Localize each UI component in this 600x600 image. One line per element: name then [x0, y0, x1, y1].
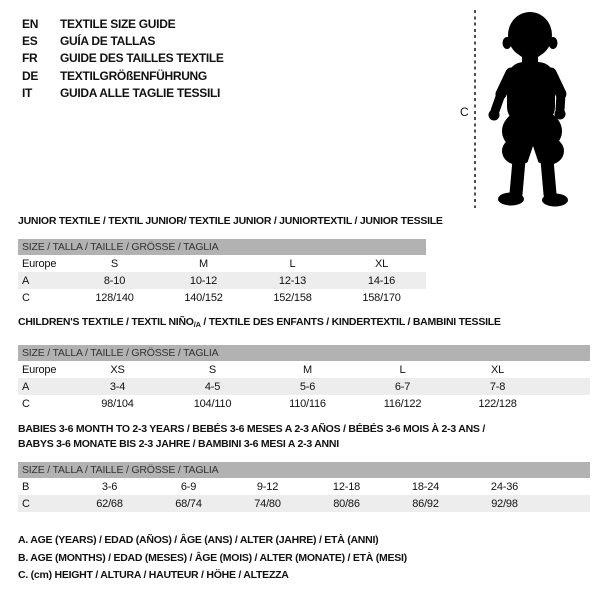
cell: 7-8 [450, 378, 545, 395]
table-row-europe [18, 255, 426, 272]
spacer-cell [544, 495, 590, 512]
cell: XS [110, 363, 125, 376]
cell: 152/158 [273, 291, 312, 304]
toddler-silhouette-icon [482, 10, 586, 208]
spacer-cell [545, 395, 590, 412]
lang-code-es: ES [22, 34, 38, 49]
cell: L [399, 363, 406, 376]
cell: 10-12 [159, 272, 248, 289]
lang-code-fr: FR [22, 51, 38, 66]
cell: 68/74 [149, 495, 228, 512]
table-row-age-months [18, 478, 590, 495]
babies-title-line1: BABIES 3-6 MONTH TO 2-3 YEARS / BEBÉS 3-6 MESES A 2-3 AÑOS / BÉBÉS 3-6 MOIS À 2-3 ANS / [18, 423, 486, 435]
table-row-age [18, 378, 590, 395]
spacer-cell [544, 478, 590, 495]
cell: 8-10 [70, 272, 159, 289]
cell: 12-13 [248, 272, 337, 289]
table-row-height [18, 289, 426, 306]
cell: 104/110 [193, 397, 232, 410]
cell: 98/104 [101, 397, 134, 410]
spacer-cell [545, 361, 590, 378]
cell: 3-6 [101, 480, 118, 493]
guide-title-fr: GUIDE DES TAILLES TEXTILE [60, 51, 224, 66]
spacer-cell [545, 378, 590, 395]
table-row-europe [18, 361, 590, 378]
cell: 74/80 [228, 495, 307, 512]
size-header-row [18, 462, 590, 478]
height-measure-label: C [460, 105, 469, 119]
cell: 62/68 [70, 495, 149, 512]
row-label: Europe [22, 257, 57, 270]
lang-row-fr [22, 50, 224, 67]
cell: 5-6 [260, 378, 355, 395]
guide-title-de: TEXTILGRÖßENFÜHRUNG [60, 68, 207, 83]
babies-size-table [18, 462, 590, 512]
guide-title-es: GUÍA DE TALLAS [60, 34, 156, 49]
note-height-cm: C. (cm) HEIGHT / ALTURA / HAUTEUR / HÖHE / ALTEZZA [18, 569, 289, 582]
cell: 140/152 [184, 291, 223, 304]
cell: M [199, 257, 208, 270]
cell: XL [374, 257, 389, 270]
cell: 4-5 [165, 378, 260, 395]
cell: 158/170 [362, 291, 401, 304]
guide-title-it: GUIDA ALLE TAGLIE TESSILI [60, 86, 221, 101]
cell: 92/98 [465, 495, 544, 512]
lang-row-es [22, 32, 224, 49]
cell: 6-9 [180, 480, 197, 493]
cell: 122/128 [478, 397, 517, 410]
cell: L [289, 257, 296, 270]
row-label: C [22, 397, 30, 410]
table-row-height [18, 495, 590, 512]
size-header-row [18, 239, 426, 255]
language-title-list [22, 15, 224, 102]
table-row-height [18, 395, 590, 412]
size-header-label: SIZE / TALLA / TAILLE / GRÖSSE / TAGLIA [18, 345, 590, 361]
cell: 12-18 [332, 480, 361, 493]
cell: 6-7 [355, 378, 450, 395]
cell: 128/140 [95, 291, 134, 304]
babies-section-title [18, 422, 485, 452]
row-label: C [18, 495, 70, 512]
row-label: B [22, 480, 30, 493]
lang-row-de [22, 67, 224, 84]
junior-size-table [18, 239, 426, 306]
lang-code-it: IT [22, 86, 33, 101]
cell: 18-24 [411, 480, 440, 493]
row-label: A [18, 378, 70, 395]
lang-code-en: EN [22, 16, 39, 31]
children-title-post: / TEXTILE DES ENFANTS / KINDERTEXTIL / BAMBINI TESSILE [200, 316, 501, 328]
row-label: A [18, 272, 70, 289]
row-label: Europe [22, 363, 57, 376]
size-header-label: SIZE / TALLA / TAILLE / GRÖSSE / TAGLIA [18, 239, 426, 255]
children-title-sub: /A [193, 320, 201, 329]
cell: M [303, 363, 312, 376]
cell: 24-36 [490, 480, 519, 493]
note-age-years: A. AGE (YEARS) / EDAD (AÑOS) / ÂGE (ANS) / ALTER (JAHRE) / ETÀ (ANNI) [18, 534, 379, 546]
children-section-title [18, 316, 501, 331]
children-title-pre: CHILDREN'S TEXTILE / TEXTIL NIÑO [18, 316, 194, 328]
cell: 14-16 [337, 272, 426, 289]
size-header-row [18, 345, 590, 361]
lang-row-it [22, 85, 224, 102]
note-age-months: B. AGE (MONTHS) / EDAD (MESES) / ÂGE (MOIS) / ALTER (MONATE) / ETÀ (MESI) [18, 551, 407, 564]
size-header-label: SIZE / TALLA / TAILLE / GRÖSSE / TAGLIA [18, 462, 590, 478]
row-label: C [22, 291, 30, 304]
height-dashed-line [474, 10, 476, 208]
cell: XL [490, 363, 505, 376]
cell: S [208, 363, 217, 376]
cell: 3-4 [70, 378, 165, 395]
footnotes [18, 532, 407, 585]
cell: S [110, 257, 119, 270]
junior-section-title: JUNIOR TEXTILE / TEXTIL JUNIOR/ TEXTILE JUNIOR / JUNIORTEXTIL / JUNIOR TESSILE [18, 215, 443, 227]
lang-code-de: DE [22, 68, 39, 83]
lang-row-en [22, 15, 224, 32]
babies-title-line2: BABYS 3-6 MONATE BIS 2-3 JAHRE / BAMBINI 3-6 MESI A 2-3 ANNI [18, 438, 339, 450]
cell: 86/92 [386, 495, 465, 512]
cell: 9-12 [256, 480, 279, 493]
cell: 80/86 [307, 495, 386, 512]
guide-title-en: TEXTILE SIZE GUIDE [60, 16, 176, 31]
cell: 110/116 [289, 397, 326, 410]
table-row-age [18, 272, 426, 289]
children-size-table [18, 345, 590, 412]
cell: 116/122 [383, 397, 422, 410]
